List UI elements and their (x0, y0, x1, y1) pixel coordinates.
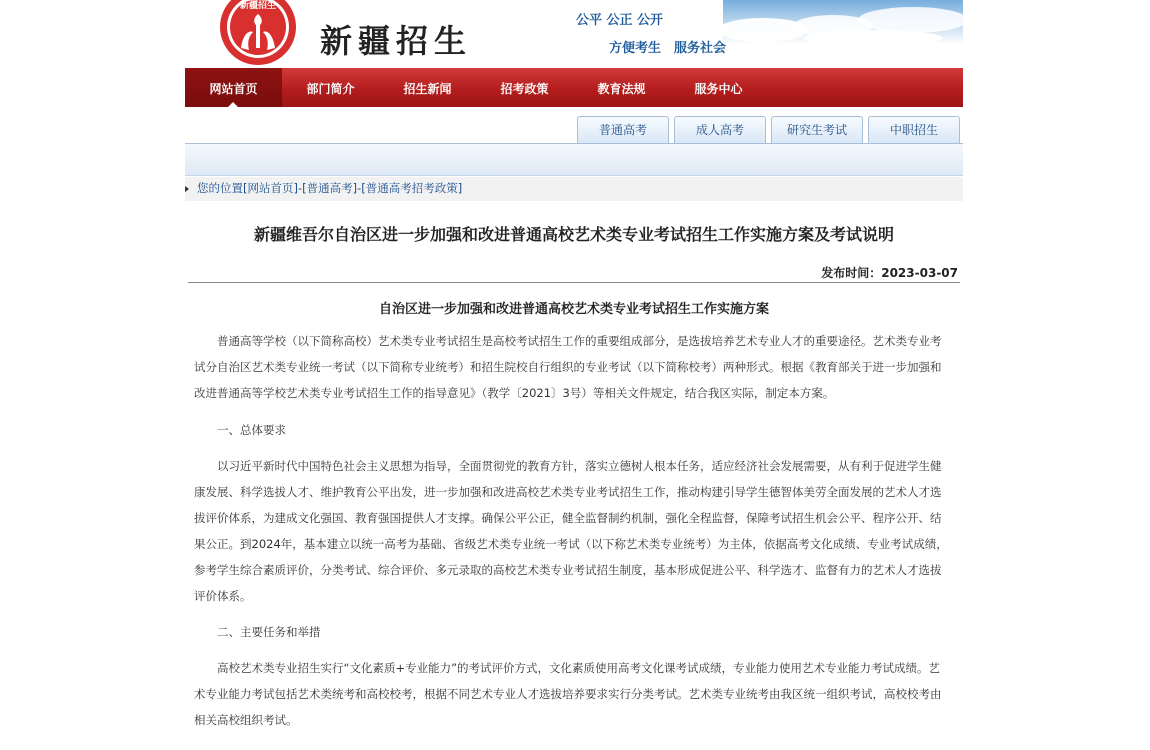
exam-type-tabs (185, 107, 963, 143)
article-paragraph-tasks: 高校艺术类专业招生实行“文化素质+专业能力”的考试评价方式，文化素质使用高考文化课考试成绩，专业能力使用艺术专业能力考试成绩。艺术专业能力考试包括艺术类统考和高校校考，根据不同艺术专业人才选拔培养要求实行分类考试。艺术类专业统考由我区统一组织考试，高校校考由相关高校组织考试。 (194, 661, 942, 727)
slogan-line-1: 公平 公正 公开 (576, 13, 664, 28)
nav-item-department[interactable]: 部门简介 (306, 82, 355, 96)
tab-adult-exam[interactable]: 成人高考 (674, 116, 766, 143)
nav-item-news[interactable]: 招生新闻 (403, 82, 452, 96)
slogan-line-2: 方便考生 服务社会 (609, 41, 727, 56)
tab-postgraduate-exam[interactable]: 研究生考试 (771, 116, 863, 143)
main-nav (185, 68, 963, 107)
breadcrumb (185, 177, 963, 201)
title-divider (188, 282, 960, 283)
article-paragraph-intro: 普通高等学校（以下简称高校）艺术类专业考试招生是高校考试招生工作的重要组成部分，是选拔培养艺术专业人才的重要途径。艺术类专业考试分自治区艺术类专业统一考试（以下简称专业统考）和招生院校自行组织的专业考试（以下简称校考）两种形式。根据《教育部关于进一步加强和改进普通高等学校艺术类专业考试招生工作的指导意见》（教学〔2021〕3号）等相关文件规定，结合我区实际，制定本方案。 (194, 334, 942, 400)
page (185, 0, 963, 750)
clouds-decoration (723, 0, 963, 44)
nav-item-regulations[interactable]: 教育法规 (597, 82, 646, 96)
breadcrumb-arrow-icon (185, 186, 189, 192)
logo-seal-text: 新疆招生 (239, 1, 277, 11)
article-title: 新疆维吾尔自治区进一步加强和改进普通高校艺术类专业考试招生工作实施方案及考试说明 (253, 225, 894, 244)
logo-seal-icon (219, 0, 297, 66)
site-header (185, 0, 963, 68)
nav-item-policy[interactable]: 招考政策 (500, 82, 549, 96)
nav-item-service[interactable]: 服务中心 (694, 82, 743, 96)
sub-nav-band (185, 143, 963, 176)
breadcrumb-path[interactable]: 您的位置[网站首页]-[普通高考]-[普通高考招考政策] (197, 181, 463, 195)
section-heading-1: 一、总体要求 (217, 423, 286, 437)
nav-item-home[interactable]: 网站首页 (185, 68, 282, 107)
tab-vocational-enrollment[interactable]: 中职招生 (868, 116, 960, 143)
article-subtitle: 自治区进一步加强和改进普通高校艺术类专业考试招生工作实施方案 (378, 302, 769, 317)
publish-date: 发布时间：2023-03-07 (821, 266, 958, 280)
tab-general-exam[interactable]: 普通高考 (577, 116, 669, 143)
site-title: 新疆招生 (320, 22, 473, 60)
article-paragraph-requirements: 以习近平新时代中国特色社会主义思想为指导，全面贯彻党的教育方针，落实立德树人根本任务，适应经济社会发展需要，从有利于促进学生健康发展、科学选拔人才、维护教育公平出发，进一步加强和改进高校艺术类专业考试招生工作，推动构建引导学生德智体美劳全面发展的艺术人才选拔评价体系，为建成文化强国、教育强国提供人才支撑。确保公平公正，健全监督制约机制，强化全程监督，保障考试招生机会公平、程序公开、结果公正。到2024年，基本建立以统一高考为基础、省级艺术类专业统一考试（以下称艺术类专业统考）为主体，依据高考文化成绩、专业考试成绩，参考学生综合素质评价，分类考试、综合评价、多元录取的高校艺术类专业考试招生制度，基本形成促进公平、科学选才、监督有力的艺术人才选拔评价体系。 (194, 459, 948, 603)
section-heading-2: 二、主要任务和举措 (217, 625, 321, 639)
